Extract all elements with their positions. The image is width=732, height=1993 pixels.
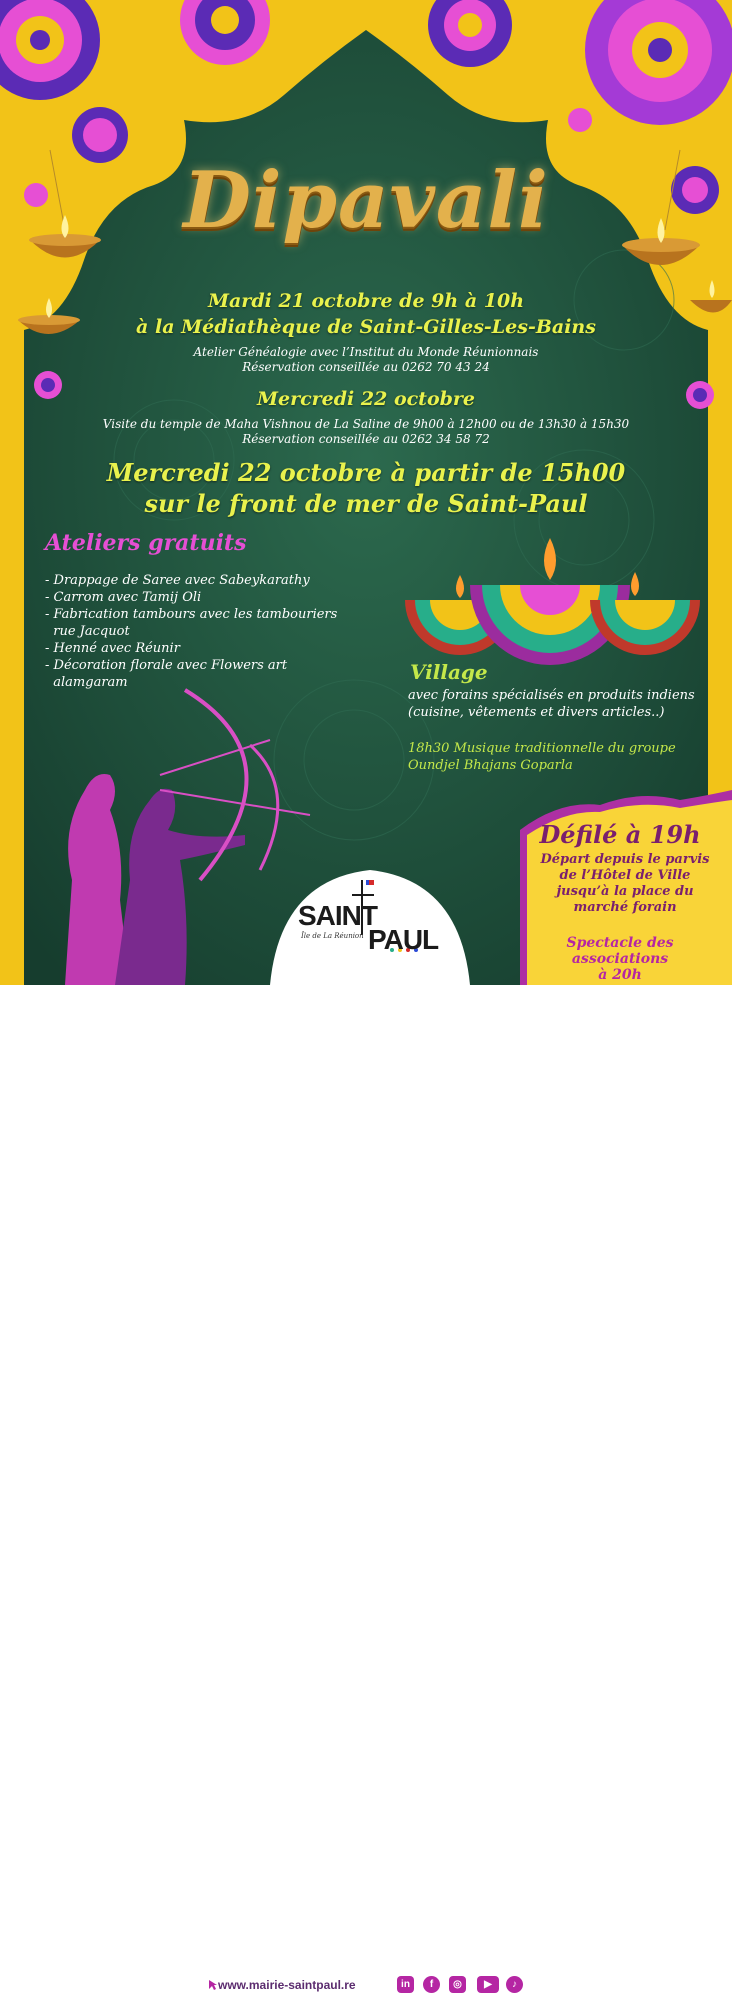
poster — [0, 0, 732, 985]
event2-heading: Mercredi 22 octobre — [256, 388, 476, 410]
footer — [0, 985, 732, 1992]
event3-date: Mercredi 22 octobre à partir de 15h00 — [106, 458, 626, 487]
event1-detail: Atelier Généalogie avec l’Institut du Monde Réunionnais — [193, 345, 539, 359]
spectacle-line: Spectacle des associations — [566, 935, 674, 967]
list-item: alamgaram — [45, 675, 128, 690]
event2-reservation: Réservation conseillée au 0262 34 58 72 — [242, 432, 490, 446]
village-line: avec forains spécialisés en produits indiens — [408, 688, 695, 703]
cursor-icon — [208, 1979, 218, 1991]
list-item: rue Jacquot — [45, 624, 130, 639]
diya-rangoli-icon — [590, 572, 700, 655]
defile-line: marché forain — [573, 900, 677, 915]
event1-date: Mardi 21 octobre de 9h à 10h — [207, 290, 525, 312]
facebook-icon[interactable]: f — [423, 1976, 440, 1993]
logo-subtitle: Île de La Réunion — [301, 932, 364, 940]
event2-detail: Visite du temple de Maha Vishnou de La Saline de 9h00 à 12h00 ou de 13h30 à 15h30 — [102, 417, 630, 431]
spectacle-info — [520, 935, 720, 983]
tiktok-icon[interactable]: ♪ — [506, 1976, 523, 1993]
spectacle-line: à 20h — [598, 967, 642, 983]
logo-paul: PAUL — [368, 924, 439, 955]
music-line: 18h30 Musique traditionnelle du groupe — [408, 741, 676, 756]
mandala-icon — [0, 0, 100, 100]
defile-line: Départ depuis le parvis — [540, 852, 710, 867]
defile-details — [530, 852, 720, 916]
linkedin-icon[interactable]: in — [397, 1976, 414, 1993]
list-item: - Henné avec Réunir — [45, 641, 180, 656]
logo-saint: SAINT — [298, 900, 377, 931]
event1-place: à la Médiathèque de Saint-Gilles-Les-Bains — [136, 316, 596, 338]
page-title: Dipavali — [183, 155, 549, 246]
list-item: - Décoration florale avec Flowers art — [45, 658, 288, 673]
music-line: Oundjel Bhajans Goparla — [408, 758, 573, 773]
list-item: - Carrom avec Tamij Oli — [45, 590, 202, 605]
defile-line: jusqu’à la place du — [556, 884, 694, 899]
mandala-icon — [585, 0, 732, 125]
defile-heading: Défilé à 19h — [539, 820, 701, 849]
music-info — [408, 740, 718, 774]
archers-silhouette — [65, 690, 310, 985]
list-item: - Fabrication tambours avec les tambouriers — [45, 607, 338, 622]
mandala-icon — [428, 0, 512, 67]
ateliers-list — [45, 572, 375, 691]
village-line: (cuisine, vêtements et divers articles..) — [408, 705, 665, 720]
instagram-icon[interactable]: ◎ — [449, 1976, 466, 1993]
mandala-icon — [180, 0, 270, 65]
ateliers-heading: Ateliers gratuits — [45, 530, 247, 556]
youtube-icon[interactable]: ▶ — [477, 1976, 499, 1993]
village-heading: Village — [410, 660, 488, 684]
village-description — [408, 687, 718, 721]
website-link[interactable]: www.mairie-saintpaul.re — [218, 1978, 356, 1992]
defile-line: de l’Hôtel de Ville — [559, 868, 691, 883]
list-item: - Drappage de Saree avec Sabeykarathy — [45, 573, 310, 588]
event3-place: sur le front de mer de Saint-Paul — [144, 489, 588, 518]
event1-reservation: Réservation conseillée au 0262 70 43 24 — [242, 360, 490, 374]
